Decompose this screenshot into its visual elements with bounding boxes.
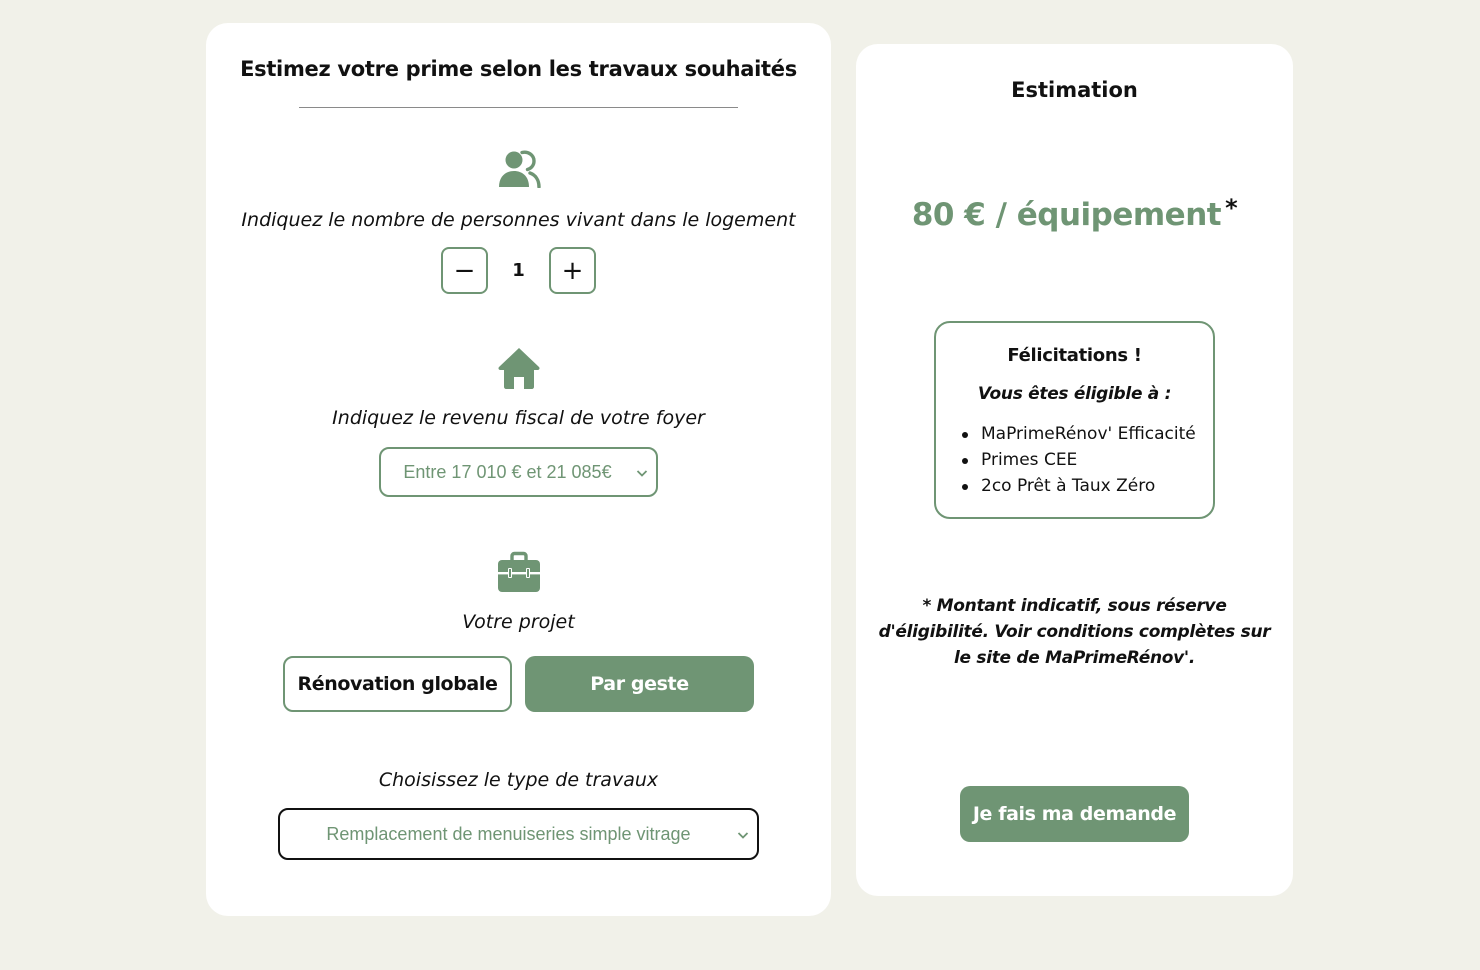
estimate-card — [856, 44, 1293, 896]
title-divider — [299, 107, 738, 108]
briefcase-icon — [206, 551, 831, 593]
submit-request-button[interactable]: Je fais ma demande — [960, 786, 1189, 842]
estimate-title: Estimation — [1011, 78, 1138, 102]
chevron-down-icon — [636, 462, 648, 483]
eligibility-box — [934, 321, 1215, 519]
list-item: MaPrimeRénov' Efficacité — [958, 421, 1196, 447]
eligible-list — [958, 421, 1196, 499]
per-gesture-button[interactable]: Par geste — [525, 656, 754, 712]
form-title: Estimez votre prime selon les travaux souhaités — [240, 57, 797, 81]
decrement-button[interactable]: − — [441, 247, 488, 294]
disclaimer-note: * Montant indicatif, sous réserve d'éligibilité. Voir conditions complètes sur le site de MaPrimeRénov'. — [878, 596, 1271, 668]
works-type-select[interactable] — [278, 808, 759, 860]
people-label: Indiquez le nombre de personnes vivant dans le logement — [241, 209, 796, 231]
works-select-value: Remplacement de menuiseries simple vitrage — [326, 823, 691, 844]
project-label: Votre projet — [462, 611, 575, 633]
income-select[interactable] — [379, 447, 658, 497]
income-label: Indiquez le revenu fiscal de votre foyer — [332, 407, 705, 429]
estimation-form-card — [206, 23, 831, 916]
amount-asterisk: * — [1225, 194, 1238, 222]
congrats-title: Félicitations ! — [1007, 345, 1142, 366]
house-icon — [206, 346, 831, 390]
works-type-label: Choisissez le type de travaux — [378, 769, 659, 791]
people-count: 1 — [512, 260, 525, 281]
amount-value: 80 € / équipement — [911, 197, 1222, 233]
eligible-label: Vous êtes éligible à : — [977, 384, 1172, 404]
global-renovation-button[interactable]: Rénovation globale — [283, 656, 512, 712]
users-icon — [206, 150, 831, 188]
list-item: Primes CEE — [958, 447, 1196, 473]
estimate-amount — [856, 194, 1293, 233]
people-stepper — [441, 247, 596, 294]
chevron-down-icon — [737, 824, 749, 845]
income-select-value: Entre 17 010 € et 21 085€ — [403, 461, 612, 482]
increment-button[interactable]: + — [549, 247, 596, 294]
list-item: 2co Prêt à Taux Zéro — [958, 473, 1196, 499]
